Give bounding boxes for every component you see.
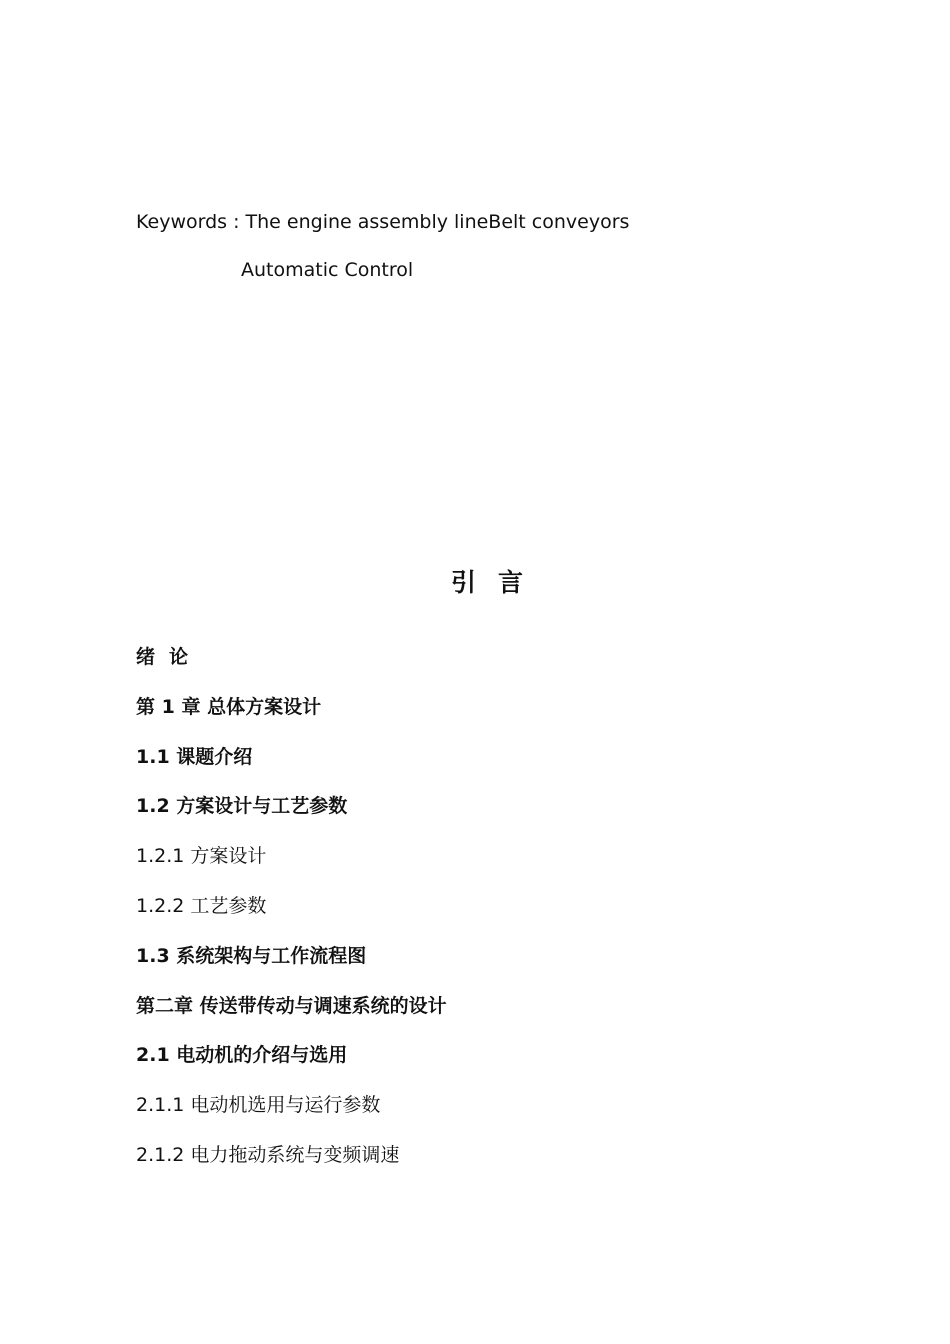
table-of-contents [136,642,447,1190]
introduction-heading: 引言 [450,568,545,597]
keywords-line-2: Automatic Control [241,259,414,281]
toc-item: 1.1 课题介绍 [136,745,253,768]
toc-item: 1.3 系统架构与工作流程图 [136,944,367,967]
keywords-line-1: Keywords : The engine assembly lineBelt conveyors [136,211,630,233]
toc-item: 2.1 电动机的介绍与选用 [136,1044,348,1067]
toc-item: 绪论 [136,646,203,668]
toc-item: 第 1 章 总体方案设计 [136,695,322,718]
toc-item: 1.2 方案设计与工艺参数 [136,795,348,818]
toc-item: 2.1.2 电力拖动系统与变频调速 [136,1143,400,1166]
toc-item: 1.2.1 方案设计 [136,845,267,868]
toc-item: 2.1.1 电动机选用与运行参数 [136,1094,381,1117]
toc-item: 1.2.2 工艺参数 [136,894,267,917]
toc-item: 第二章 传送带传动与调速系统的设计 [136,994,447,1017]
